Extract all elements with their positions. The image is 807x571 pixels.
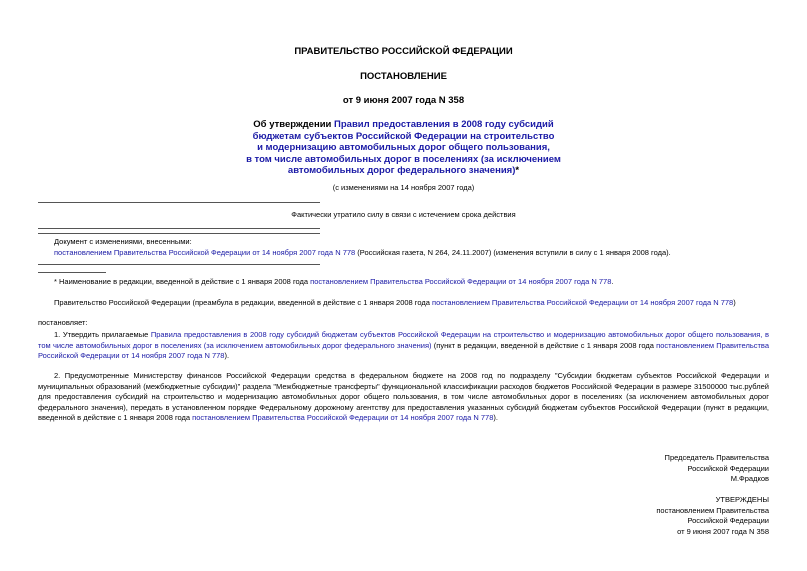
item-1-amend-link[interactable]: постановлением Правительства Российской Федерации от 14 ноября 2007 года N 778	[38, 340, 769, 360]
preamble	[54, 298, 774, 309]
changes-intro: Документ с изменениями, внесенными:	[54, 237, 192, 246]
doc-type-heading: ПОСТАНОВЛЕНИЕ	[360, 71, 447, 82]
approved-block	[656, 495, 769, 537]
amendment-note: (с изменениями на 14 ноября 2007 года)	[332, 183, 475, 192]
footnote-end: .	[611, 277, 614, 286]
item-2-text-c: ).	[493, 413, 498, 422]
resolves-label: постановляет:	[38, 318, 88, 327]
preamble-link[interactable]: постановлением Правительства Российской Федерации от 14 ноября 2007 года N 778	[432, 298, 734, 307]
item-1	[38, 330, 769, 362]
title-link-line-4[interactable]: в том числе автомобильных дорог в поселениях (за исключением	[246, 153, 561, 165]
footnote-rule	[38, 272, 106, 273]
title-footnote-mark: *	[515, 165, 520, 176]
title-link-line-1[interactable]: Правил предоставления в 2008 году субсидий	[334, 119, 554, 130]
footnote-text: * Наименование в редакции, введенной в действие с 1 января 2008 года	[54, 277, 311, 286]
signature-country: Российской Федерации	[687, 463, 769, 473]
changes-rest: (Российская газета, N 264, 24.11.2007) (изменения вступили в силу с 1 января 2008 года).	[355, 247, 671, 257]
preamble-text: Правительство Российской Федерации (преамбула в редакции, введенной в действие с 1 января 2008 года	[54, 298, 433, 307]
item-2-amend-link[interactable]: постановлением Правительства Российской Федерации от 14 ноября 2007 года N 778	[192, 413, 494, 422]
changes-block	[54, 237, 774, 258]
document-title	[0, 119, 807, 177]
signature-name: М.Фрадков	[730, 474, 769, 483]
title-link-line-5[interactable]: автомобильных дорог федерального значения)	[287, 165, 516, 176]
item-1-text-b: (пункт в редакции, введенной в действие с 1 января 2008 года	[431, 340, 657, 350]
signature-position: Председатель Правительства	[664, 453, 769, 462]
approved-title: УТВЕРЖДЕНЫ	[715, 495, 769, 504]
title-link-line-2[interactable]: бюджетам субъектов Российской Федерации на строительство	[252, 130, 555, 142]
org-heading: ПРАВИТЕЛЬСТВО РОССИЙСКОЙ ФЕДЕРАЦИИ	[294, 46, 513, 57]
approved-line-4: от 9 июня 2007 года N 358	[677, 526, 769, 536]
item-1-text-a: 1. Утвердить прилагаемые	[54, 330, 151, 339]
divider	[38, 264, 320, 265]
footnote-link[interactable]: постановлением Правительства Российской Федерации от 14 ноября 2007 года N 778	[310, 277, 612, 286]
expired-note: Фактически утратило силу в связи с истечением срока действия	[291, 210, 516, 219]
divider	[38, 233, 320, 234]
preamble-end: )	[733, 298, 736, 307]
title-link-line-3[interactable]: и модернизацию автомобильных дорог общего пользования,	[257, 142, 550, 153]
divider	[38, 228, 320, 229]
item-1-text-c: ).	[224, 351, 230, 360]
item-1-rules-link[interactable]: Правила предоставления в 2008 году субсидий бюджетам субъектов Российской Федерации на строительство и модернизацию автомобильных дорог общего пользования, в том числе автомобильных дорог в поселениях (за исключением автомобильных дорог федерального значения)	[38, 330, 769, 350]
changes-link[interactable]: постановлением Правительства Российской Федерации от 14 ноября 2007 года N 778	[54, 247, 356, 257]
signature-block	[665, 453, 769, 485]
footnote	[54, 277, 774, 288]
divider	[38, 202, 320, 203]
approved-line-2: постановлением Правительства	[656, 505, 769, 515]
title-prefix: Об утверждении	[253, 119, 335, 130]
approved-line-3: Российской Федерации	[687, 516, 769, 525]
date-number-heading: от 9 июня 2007 года N 358	[342, 95, 465, 106]
item-2-text-a: 2. Предусмотренные Министерству финансов Российской Федерации средства в федеральном бюджете на 2008 год по подразделу "Субсидии бюджетам субъектов Российской Федерации и муниципальных образований (межбюджетные субсидии)" раздела "Межбюджетные трансферты" функциональной классификации расходов бюджетов Российской Федерации в размере 31500000 тыс.рублей для предоставления субсидий на строительство и модернизацию автомобильных дорог общего пользования, в том числе автомобильных дорог в поселениях (за исключением автомобильных дорог федерального значения), передать в установленном порядке Федеральному дорожному агентству для предоставления указанных субсидий бюджетам субъектов Российской Федерации (пункт в редакции, введенной в действие с 1 января 2008 года	[38, 371, 769, 422]
item-2	[38, 371, 769, 424]
